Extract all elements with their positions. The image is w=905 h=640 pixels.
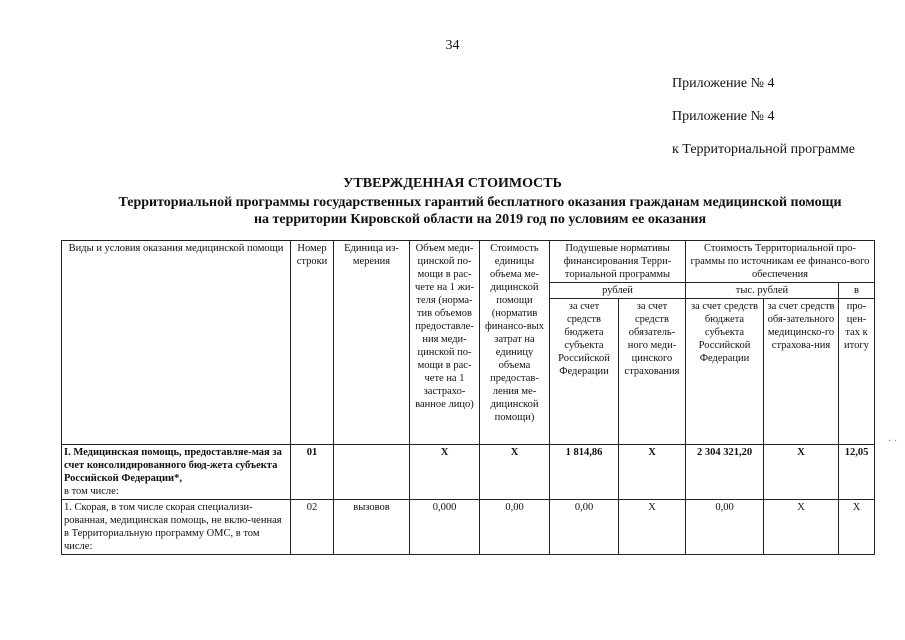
- row-volume: 0,000: [410, 500, 480, 555]
- row-name: [62, 445, 291, 500]
- row-norm-oms: X: [619, 445, 686, 500]
- header-norm-oms: за счет средств обязатель-ного меди-цинского страхования: [619, 299, 686, 445]
- row-name-main: I. Медицинская помощь, предоставляе-мая за счет консолидированного бюд-жета субъекта Российской Федерации*,: [64, 447, 282, 484]
- cost-table: [61, 240, 875, 555]
- header-norm-budget: за счет средств бюджета субъекта Российской Федерации: [550, 299, 619, 445]
- row-percent: X: [839, 500, 875, 555]
- row-name: 1. Скорая, в том числе скорая специализи-рованная, медицинская помощь, не вклю-ченная в Территориальную программу ОМС, в том числе:: [62, 500, 291, 555]
- table-row: [62, 500, 875, 555]
- header-row-number: Номер строки: [291, 241, 334, 445]
- header-percent-total: про-цен-тах к итогу: [839, 299, 875, 445]
- document-subtitle: [60, 194, 900, 228]
- row-percent: 12,05: [839, 445, 875, 500]
- appendix-label-1: Приложение № 4: [672, 76, 775, 91]
- subtitle-line-1: Территориальной программы государственных гарантий бесплатного оказания гражданам медицинской помощи: [118, 195, 842, 210]
- table-row: [62, 445, 875, 500]
- row-number: 01: [291, 445, 334, 500]
- row-cost-oms: X: [764, 500, 839, 555]
- row-unit: вызовов: [334, 500, 410, 555]
- row-unit: [334, 445, 410, 500]
- header-unit: Единица из-мерения: [334, 241, 410, 445]
- row-norm-oms: X: [619, 500, 686, 555]
- header-cost-oms: за счет средств обя-зательного медицинско-го страхова-ния: [764, 299, 839, 445]
- row-volume: X: [410, 445, 480, 500]
- row-number: 02: [291, 500, 334, 555]
- header-program-cost: Стоимость Территориальной про-граммы по источникам ее финансо-вого обеспечения: [686, 241, 875, 283]
- row-cost-oms: X: [764, 445, 839, 500]
- scan-artifact-dots: · ·: [888, 436, 898, 447]
- row-cost-budget: 2 304 321,20: [686, 445, 764, 500]
- header-kind: Виды и условия оказания медицинской помощи: [62, 241, 291, 445]
- document-title: УТВЕРЖДЕННАЯ СТОИМОСТЬ: [343, 176, 562, 191]
- row-cost-budget: 0,00: [686, 500, 764, 555]
- row-unit-cost: X: [480, 445, 550, 500]
- header-cost-budget: за счет средств бюджета субъекта Российской Федерации: [686, 299, 764, 445]
- appendix-label-2: Приложение № 4: [672, 109, 775, 124]
- page-number: 34: [445, 38, 460, 53]
- subtitle-line-2: на территории Кировской области на 2019 год по условиям ее оказания: [253, 212, 707, 227]
- appendix-label-3: к Территориальной программе: [672, 142, 856, 157]
- row-norm-budget: 0,00: [550, 500, 619, 555]
- header-unit-thousand-rubles: тыс. рублей: [686, 283, 839, 299]
- header-per-capita-norms: Подушевые нормативы финансирования Терри-ториальной программы: [550, 241, 686, 283]
- row-name-tail: в том числе:: [64, 486, 119, 497]
- header-unit-percent: в: [839, 283, 875, 299]
- header-unit-cost: Стоимость единицы объема ме-дицинской помощи (норматив финансо-вых затрат на единицу объема предостав-ления ме-дицинской помощи): [480, 241, 550, 445]
- row-norm-budget: 1 814,86: [550, 445, 619, 500]
- header-volume: Объем меди-цинской по-мощи в рас-чете на 1 жи-теля (норма-тив объемов предоставле-ния меди-цинской по-мощи в рас-чете на 1 застрахо-ванное лицо): [410, 241, 480, 445]
- row-unit-cost: 0,00: [480, 500, 550, 555]
- header-unit-rubles: рублей: [550, 283, 686, 299]
